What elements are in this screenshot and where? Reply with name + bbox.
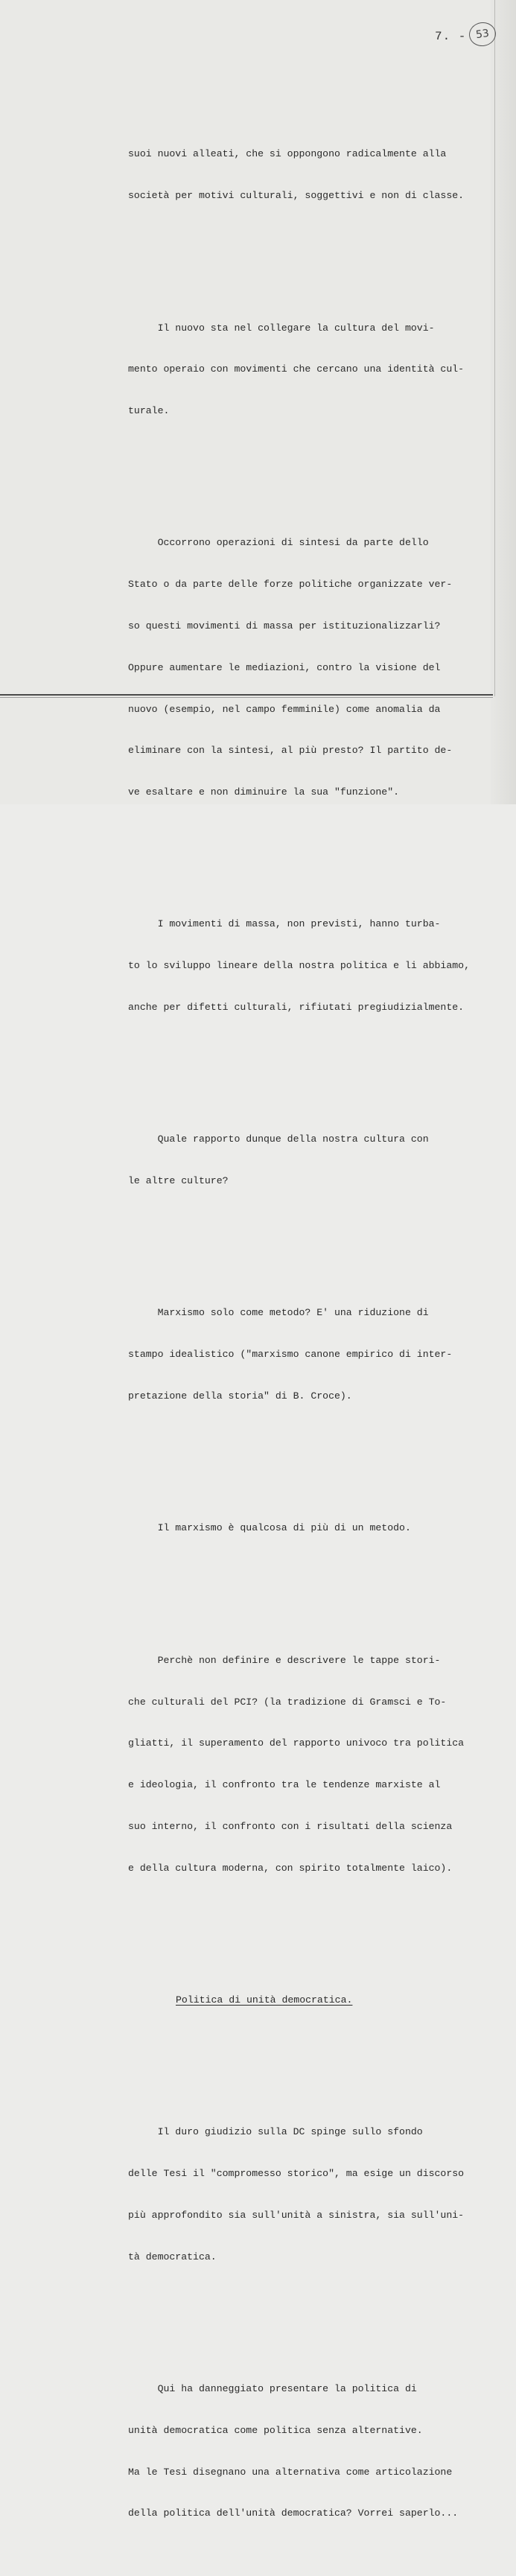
text-line: Qui ha danneggiato presentare la politica di: [128, 2383, 417, 2394]
text-line: le altre culture?: [128, 1175, 229, 1187]
text-line: della politica dell'unità democratica? Vorrei saperlo...: [128, 2507, 459, 2519]
text-line: unità democratica come politica senza alternative.: [128, 2424, 423, 2436]
text-line: pretazione della storia" di B. Croce).: [128, 1390, 352, 1402]
text-line: Marxismo solo come metodo? E' una riduzione di: [128, 1307, 429, 1319]
text-line: Ma le Tesi disegnano una alternativa come articolazione: [128, 2466, 453, 2478]
text-line: Il duro giudizio sulla DC spinge sullo sfondo: [128, 2126, 423, 2138]
text-line: Oppure aumentare le mediazioni, contro la visione del: [128, 661, 441, 673]
paragraph-6: [128, 1279, 485, 1431]
text-line: eliminare con la sintesi, al più presto? Il partito de-: [128, 745, 453, 757]
text-line: gliatti, il superamento del rapporto univoco tra politica: [128, 1737, 465, 1749]
paragraph-10: [128, 2355, 485, 2548]
text-line: to lo sviluppo lineare della nostra politica e li abbiamo,: [128, 960, 470, 972]
text-line: I movimenti di massa, non previsti, hanno turba-: [128, 918, 441, 930]
paragraph-8: [128, 1626, 485, 1904]
text-line: Il nuovo sta nel collegare la cultura del movi-: [128, 322, 435, 334]
text-line: società per motivi culturali, soggettivi e non di classe.: [128, 190, 465, 202]
text-line: suoi nuovi alleati, che si oppongono radicalmente alla: [128, 148, 447, 160]
section-heading: Politica di unità democratica.: [176, 1994, 353, 2006]
text-line: Il marxismo è qualcosa di più di un metodo.: [128, 1522, 411, 1534]
text-line: più approfondito sia sull'unità a sinistra, sia sull'uni-: [128, 2209, 465, 2221]
text-line: nuovo (esempio, nel campo femminile) come anomalia da: [128, 703, 441, 715]
text-line: Perchè non definire e descrivere le tappe stori-: [128, 1654, 441, 1666]
section-heading-row: [128, 1966, 485, 2035]
text-line: Occorrono operazioni di sintesi da parte dello: [128, 537, 429, 549]
paragraph-7: [128, 1494, 485, 1563]
paragraph-4: [128, 890, 485, 1043]
text-line: tà democratica.: [128, 2251, 217, 2262]
paragraph-1: [128, 120, 485, 231]
paragraph-3: [128, 509, 485, 827]
text-line: delle Tesi il "compromesso storico", ma esige un discorso: [128, 2168, 465, 2180]
archive-stamp-number: 53: [468, 21, 497, 48]
text-line: turale.: [128, 405, 170, 417]
paragraph-2: [128, 293, 485, 446]
text-line: so questi movimenti di massa per istituzionalizzarli?: [128, 620, 441, 632]
text-line: ve esaltare e non diminuire la sua "funzione".: [128, 786, 400, 798]
paragraph-9: [128, 2098, 485, 2292]
page-number: 7. -: [435, 30, 467, 43]
text-line: e della cultura moderna, con spirito totalmente laico).: [128, 1862, 453, 1874]
text-line: e ideologia, il confronto tra le tendenze marxiste al: [128, 1779, 441, 1791]
paragraph-5: [128, 1105, 485, 1216]
text-line: suo interno, il confronto con i risultati della scienza: [128, 1820, 453, 1832]
page-fold-line: [494, 0, 495, 696]
text-line: Quale rapporto dunque della nostra cultura con: [128, 1133, 429, 1145]
text-line: anche per difetti culturali, rifiutati pregiudizialmente.: [128, 1002, 465, 1013]
text-line: che culturali del PCI? (la tradizione di Gramsci e To-: [128, 1696, 447, 1708]
text-line: mento operaio con movimenti che cercano una identità cul-: [128, 363, 465, 375]
text-line: Stato o da parte delle forze politiche organizzate ver-: [128, 579, 453, 591]
text-line: stampo idealistico ("marxismo canone empirico di inter-: [128, 1349, 453, 1361]
typewritten-text: [128, 92, 485, 2576]
